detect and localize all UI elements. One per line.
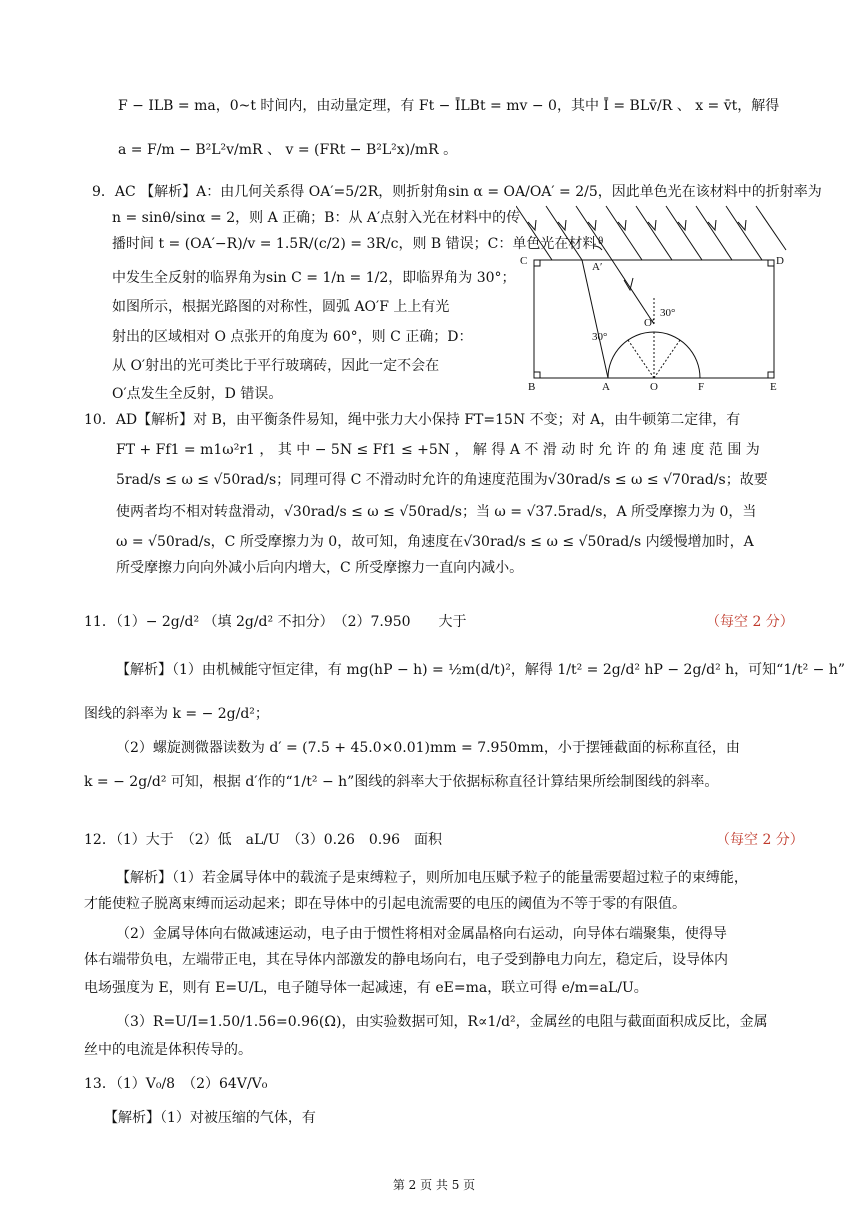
score-note: （每空 2 分） — [716, 832, 804, 848]
text-line: 如图所示，根据光路图的对称性，圆弧 AO′F 上上有光 — [112, 299, 450, 315]
text-line: 所受摩擦力向向外减小后向内增大，C 所受摩擦力一直向内减小。 — [116, 560, 524, 576]
text-line: a = F/m − B²L²v/mR 、 v = (FRt − B²L²x)/mR 。 — [118, 142, 458, 158]
label-E: E — [770, 381, 777, 393]
text-line: 5rad/s ≤ ω ≤ √50rad/s；同理可得 C 不滑动时允许的角速度范围为√30rad/s ≤ ω ≤ √70rad/s；故要 — [116, 472, 768, 488]
text-line: ω = √50rad/s，C 所受摩擦力为 0，故可知，角速度在√30rad/s ≤ ω ≤ √50rad/s 内缓慢增加时，A — [116, 534, 754, 550]
text-line: 丝中的电流是体积传导的。 — [84, 1042, 252, 1058]
label-O-prime: O′ — [644, 317, 655, 329]
text-line: 【解析】（1）若金属导体中的载流子是束缚粒子，则所加电压赋予粒子的能量需要超过粒子的束缚能， — [116, 870, 748, 886]
text-line: （2）螺旋测微器读数为 d′ = (7.5 + 45.0×0.01)mm = 7.950mm，小于摆锤截面的标称直径，由 — [116, 740, 740, 756]
text-line: 电场强度为 E，则有 E=U/L，电子随导体一起减速，有 eE=ma，联立可得 e/m=aL/U。 — [84, 980, 648, 996]
text-line: 12．（1）大于 （2）低 aL/U （3）0.26 0.96 面积 — [84, 832, 443, 848]
label-B: B — [528, 381, 536, 393]
label-D: D — [776, 255, 784, 267]
text-line: 11．（1）− 2g/d² （填 2g/d² 不扣分） （2）7.950 大于 — [84, 614, 467, 630]
label-theta: θ — [598, 235, 604, 247]
text-line: O′点发生全反射，D 错误。 — [112, 386, 283, 402]
text-line: 图线的斜率为 k = − 2g/d²； — [84, 706, 269, 722]
text-line: 【解析】（1）对被压缩的气体，有 — [104, 1110, 316, 1126]
text-line: n = sinθ/sinα = 2，则 A 正确；B：从 A′点射入光在材料中的传 — [112, 210, 521, 226]
text-line: 13．（1）V₀/8 （2）64V/V₀ — [84, 1076, 268, 1092]
score-note: （每空 2 分） — [706, 614, 794, 630]
label-O: O — [650, 381, 658, 393]
label-30deg: 30° — [592, 331, 608, 343]
text-line: （2）金属导体向右做减速运动，电子由于惯性将相对金属晶格向右运动，向导体右端聚集，使得导 — [116, 926, 727, 942]
text-line: 9．AC 【解析】A：由几何关系得 OA′=5/2R，则折射角sin α = OA/OA′ = 2/5，因此单色光在该材料中的折射率为 — [92, 184, 822, 200]
label-30deg: 30° — [660, 307, 676, 319]
text-line: 10．AD【解析】对 B，由平衡条件易知，绳中张力大小保持 FT=15N 不变；对 A，由牛顿第二定律，有 — [84, 412, 741, 428]
text-line: FT + Ff1 = m1ω²r1 ， 其 中 − 5N ≤ Ff1 ≤ +5N ， 解 得 A 不 滑 动 时 允 许 的 角 速 度 范 围 为 — [116, 442, 760, 458]
text-line: 中发生全反射的临界角为sin C = 1/n = 1/2，即临界角为 30°； — [112, 270, 516, 286]
page-footer: 第 2 页 共 5 页 — [392, 1178, 476, 1192]
label-F: F — [698, 381, 705, 393]
text-line: （3）R=U/I=1.50/1.56=0.96(Ω)，由实验数据可知，R∝1/d²，金属丝的电阻与截面面积成反比，金属 — [116, 1014, 768, 1030]
text-line: 使两者均不相对转盘滑动，√30rad/s ≤ ω ≤ √50rad/s；当 ω = √37.5rad/s，A 所受摩擦力为 0，当 — [116, 504, 757, 520]
text-line: 从 O′射出的光可类比于平行玻璃砖，因此一定不会在 — [112, 358, 440, 374]
label-A: A — [602, 381, 610, 393]
text-line: F − ILB = ma，0~t 时间内，由动量定理，有 Ft − ĪLBt = mv − 0，其中 Ī = BLv̄/R 、 x = v̄t，解得 — [118, 98, 780, 114]
text-line: 体右端带负电，左端带正电，其在导体内部激发的静电场向右，电子受到静电力向左，稳定后，设导体内 — [84, 952, 728, 968]
text-line: 【解析】（1）由机械能守恒定律，有 mg(hP − h) = ½m(d/t)²，解得 1/t² = 2g/d² hP − 2g/d² h，可知“1/t² − h” — [116, 662, 845, 678]
label-A-prime: A′ — [592, 261, 603, 273]
text-line: 才能使粒子脱离束缚而运动起来；即在导体中的引起电流需要的电压的阈值为不等于零的有限值。 — [84, 896, 686, 912]
text-line: 播时间 t = (OA′−R)/v = 1.5R/(c/2) = 3R/c，则 B 错误；C：单色光在材料 — [112, 236, 597, 252]
text-line: k = − 2g/d² 可知，根据 d′作的“1/t² − h”图线的斜率大于依据标称直径计算结果所绘制图线的斜率。 — [84, 774, 719, 790]
optics-diagram — [516, 198, 788, 394]
label-C: C — [520, 255, 528, 267]
text-line: 射出的区域相对 O 点张开的角度为 60°，则 C 正确；D： — [112, 329, 473, 345]
